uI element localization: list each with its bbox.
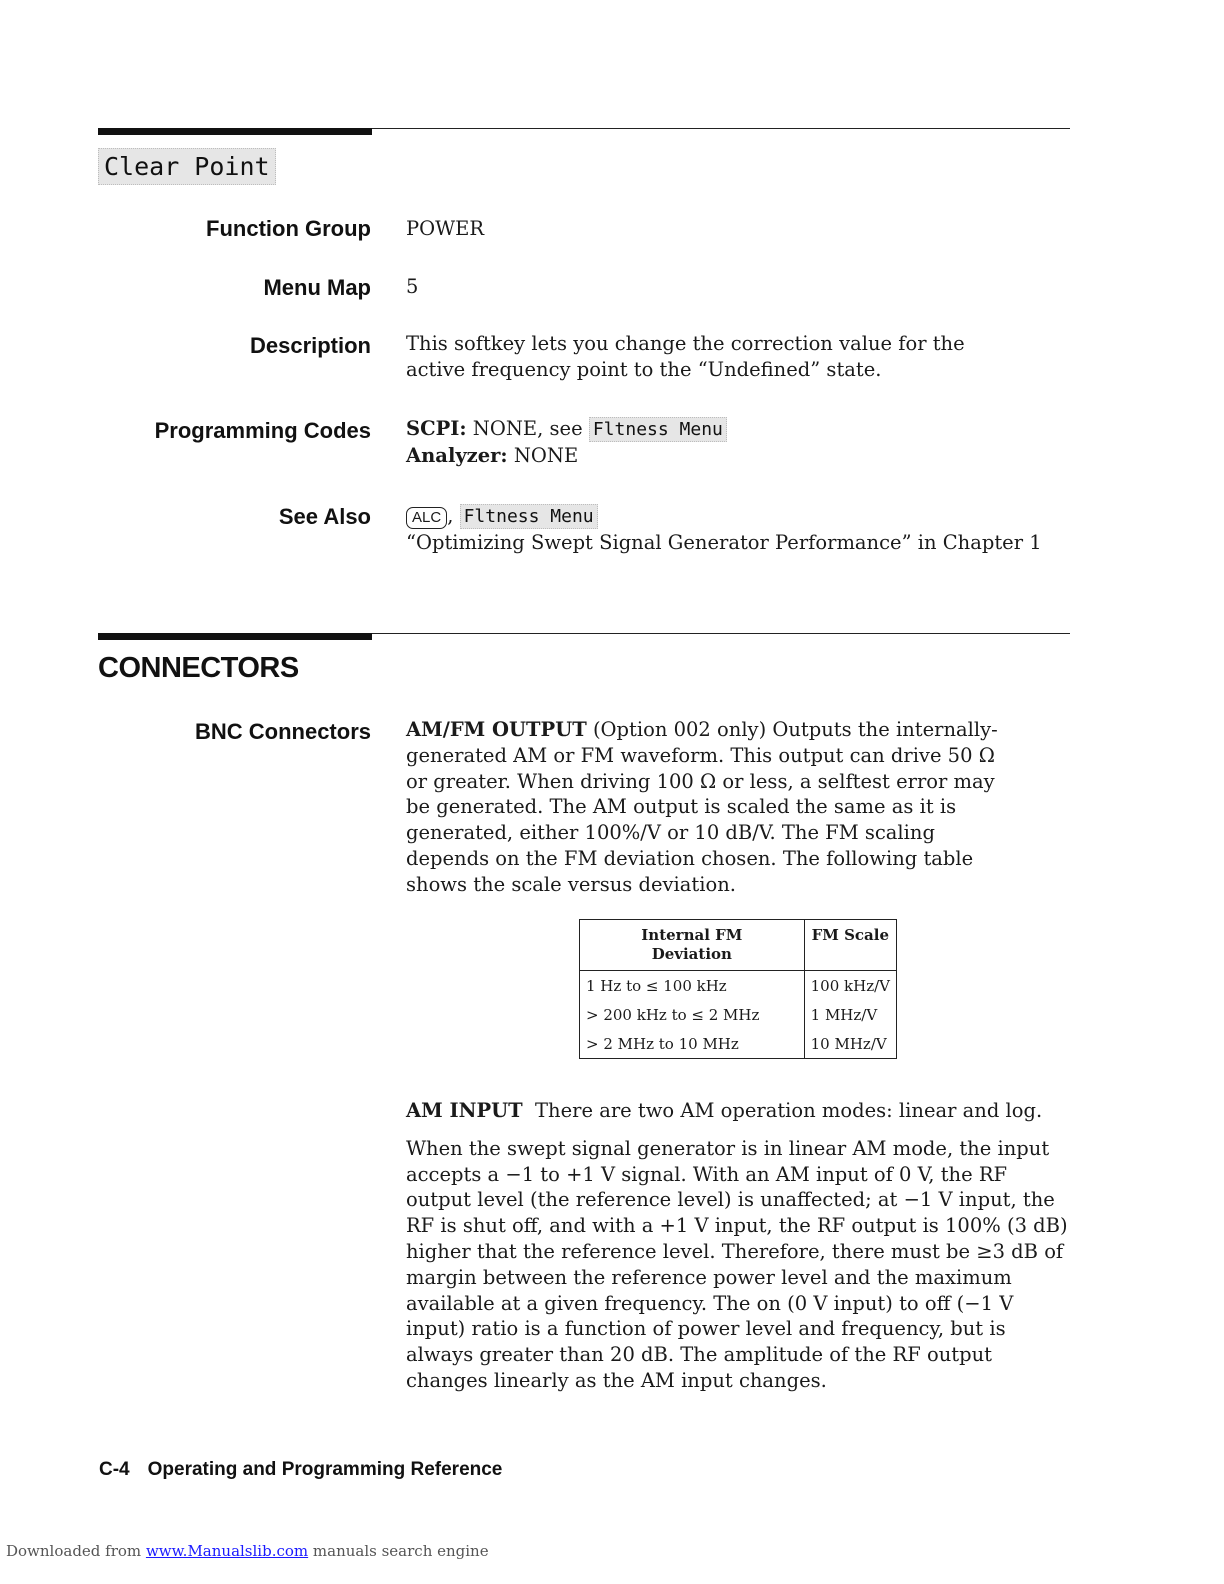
scale-cell: 10 MHz/V xyxy=(804,1029,896,1059)
table-header-row xyxy=(580,920,897,971)
fm-scale-table xyxy=(579,919,897,1059)
am-input-block xyxy=(406,1098,1071,1394)
connectors-rule-thick xyxy=(98,633,372,640)
deviation-cell: > 2 MHz to 10 MHz xyxy=(580,1029,805,1059)
see-also-separator: , xyxy=(447,504,454,527)
programming-codes-label: Programming Codes xyxy=(154,418,371,443)
top-rule-thick xyxy=(98,128,372,135)
analyzer-label: Analyzer: xyxy=(406,443,508,467)
function-group-value: POWER xyxy=(406,217,485,240)
am-fm-output-paragraph xyxy=(406,717,1021,898)
see-also-block xyxy=(406,503,1046,556)
scpi-value: NONE, see xyxy=(472,417,583,440)
fltness-menu-softkey: Fltness Menu xyxy=(589,417,727,442)
see-also-reference: “Optimizing Swept Signal Generator Performance” in Chapter 1 xyxy=(406,530,1042,554)
table-row xyxy=(580,971,897,1001)
table-row xyxy=(580,1029,897,1059)
analyzer-value: NONE xyxy=(513,443,579,467)
clear-point-softkey-title: Clear Point xyxy=(98,148,276,185)
am-fm-output-text: (Option 002 only) Outputs the internally-generated AM or FM waveform. This output can drive 50 Ω or greater. When driving 100 Ω or less, a selftest error may be generated. The AM output is scaled the same as it is generated, either 100%/V or 10 dB/V. The FM scaling depends on the FM deviation chosen. The following table shows the scale versus deviation. xyxy=(406,718,998,896)
am-fm-output-block xyxy=(406,717,1021,898)
see-also-line xyxy=(406,503,1046,530)
function-group-label: Function Group xyxy=(206,216,371,241)
header-internal-fm-deviation: Internal FM Deviation xyxy=(580,920,805,971)
am-input-intro: There are two AM operation modes: linear and log. xyxy=(535,1099,1043,1122)
fltness-menu-softkey-see-also: Fltness Menu xyxy=(460,504,598,529)
table-row xyxy=(580,1000,897,1029)
description-text xyxy=(406,331,1016,383)
page-number: C-4 xyxy=(99,1459,130,1480)
am-input-intro-line xyxy=(406,1098,1071,1124)
am-fm-output-heading: AM/FM OUTPUT xyxy=(406,718,587,741)
deviation-cell: > 200 kHz to ≤ 2 MHz xyxy=(580,1000,805,1029)
scale-cell: 1 MHz/V xyxy=(804,1000,896,1029)
am-input-heading: AM INPUT xyxy=(406,1099,523,1122)
see-also-label: See Also xyxy=(278,504,371,529)
scpi-label: SCPI: xyxy=(406,417,467,440)
download-prefix: Downloaded from xyxy=(6,1542,142,1560)
connectors-section-title: CONNECTORS xyxy=(98,652,299,684)
scale-cell: 100 kHz/V xyxy=(804,971,896,1001)
header-fm-scale: FM Scale xyxy=(804,920,896,971)
deviation-cell: 1 Hz to ≤ 100 kHz xyxy=(580,971,805,1001)
page-footer-title: Operating and Programming Reference xyxy=(147,1459,503,1480)
menu-map-label: Menu Map xyxy=(263,275,371,300)
scpi-line xyxy=(406,416,1046,443)
download-suffix: manuals search engine xyxy=(312,1542,489,1560)
bnc-connectors-label: BNC Connectors xyxy=(194,719,371,744)
am-input-linear-paragraph: When the swept signal generator is in linear AM mode, the input accepts a −1 to +1 V signal. With an AM input of 0 V, the RF output level (the reference level) is unaffected; at −1 V input, the RF is shut off, and with a +1 V input, the RF output is 100% (3 dB) higher that the reference level. Therefore, there must be ≥3 dB of margin between the reference power level and the maximum available at a given frequency. The on (0 V input) to off (−1 V input) ratio is a function of power level and frequency, but is always greater than 20 dB. The amplitude of the RF output changes linearly as the AM input changes. xyxy=(406,1136,1068,1392)
description-label: Description xyxy=(249,333,371,358)
download-notice xyxy=(6,1542,489,1560)
programming-codes-block xyxy=(406,416,1046,469)
analyzer-line xyxy=(406,443,1046,469)
alc-hardkey: ALC xyxy=(406,507,447,529)
page-footer xyxy=(99,1459,502,1481)
menu-map-value: 5 xyxy=(406,275,419,298)
description-paragraph: This softkey lets you change the correction value for the active frequency point to the “Undefined” state. xyxy=(406,332,965,381)
manualslib-link[interactable]: www.Manualslib.com xyxy=(145,1542,309,1560)
